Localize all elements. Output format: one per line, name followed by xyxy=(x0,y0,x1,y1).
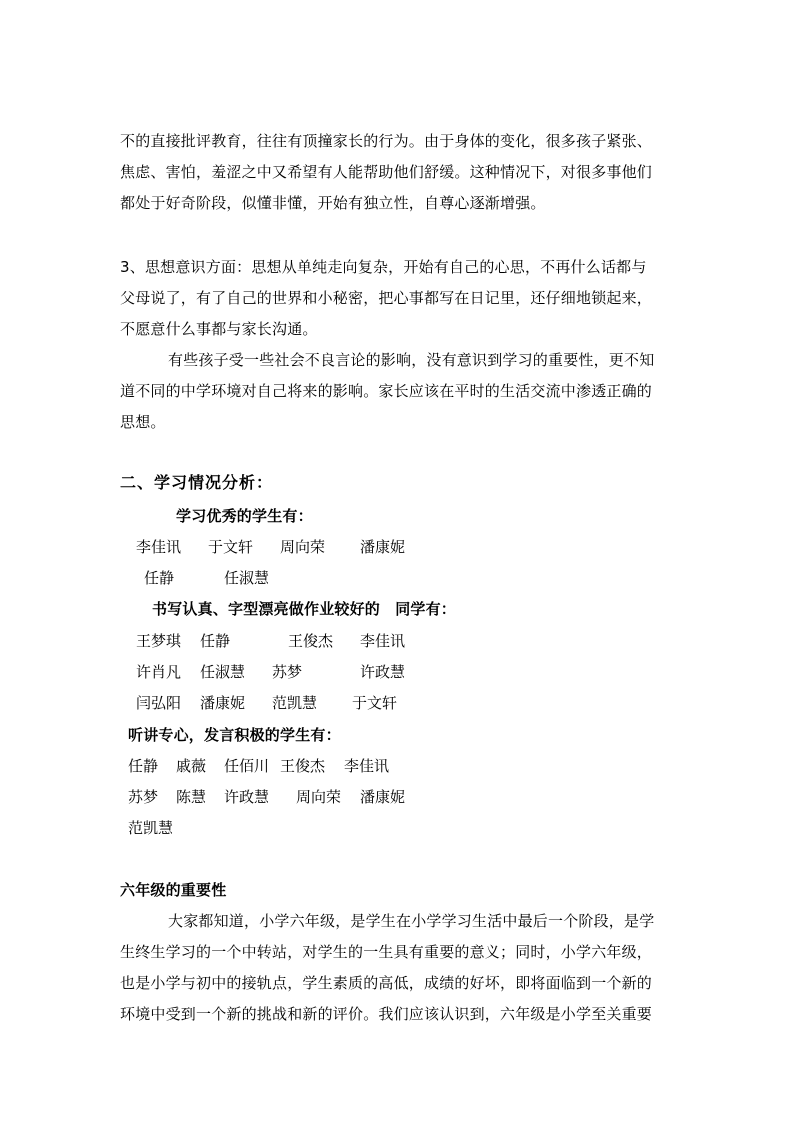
importance-line-1: 大家都知道，小学六年级，是学生在小学学习生活中最后一个阶段，是学 xyxy=(168,912,655,930)
student-name: 李佳讯 xyxy=(136,538,182,556)
student-name: 王梦琪 xyxy=(136,632,182,650)
student-name: 潘康妮 xyxy=(360,538,406,556)
student-name: 许政慧 xyxy=(360,663,406,681)
student-name: 于文轩 xyxy=(208,538,254,556)
student-name: 潘康妮 xyxy=(360,788,406,806)
student-name: 李佳讯 xyxy=(360,632,406,650)
listen-label: 听讲专心，发言积极的学生有： xyxy=(128,726,341,744)
student-name: 潘康妮 xyxy=(200,694,246,712)
student-name: 苏梦 xyxy=(128,788,159,806)
para1-line-1: 不的直接批评教育，往往有顶撞家长的行为。由于身体的变化，很多孩子紧张、 xyxy=(120,132,653,150)
student-name: 于文轩 xyxy=(352,694,398,712)
student-name: 王俊杰 xyxy=(280,757,326,775)
student-name: 任静 xyxy=(144,569,175,587)
student-name: 任淑慧 xyxy=(200,663,246,681)
student-name: 任淑慧 xyxy=(224,569,270,587)
para3-line-2: 道不同的中学环境对自己将来的影响。家长应该在平时的生活交流中渗透正确的 xyxy=(120,382,653,400)
student-name: 许肖凡 xyxy=(136,663,182,681)
student-name: 李佳讯 xyxy=(344,757,390,775)
student-name: 任佰川 xyxy=(224,757,270,775)
student-name: 周向荣 xyxy=(296,788,342,806)
para2-line-1: 3、思想意识方面：思想从单纯走向复杂，开始有自己的心思，不再什么话都与 xyxy=(120,258,647,276)
study-analysis-heading: 二、学习情况分析： xyxy=(120,473,274,492)
student-name: 王俊杰 xyxy=(288,632,334,650)
para1-line-2: 焦虑、害怕，羞涩之中又希望有人能帮助他们舒缓。这种情况下，对很多事他们 xyxy=(120,163,653,181)
writing-label: 书写认真、字型漂亮做作业较好的 同学有： xyxy=(152,600,457,618)
para3-line-1: 有些孩子受一些社会不良言论的影响，没有意识到学习的重要性，更不知 xyxy=(168,351,655,369)
student-name: 任静 xyxy=(128,757,159,775)
student-name: 闫弘阳 xyxy=(136,694,182,712)
importance-line-4: 环境中受到一个新的挑战和新的评价。我们应该认识到，六年级是小学至关重要 xyxy=(120,1005,653,1023)
para3-line-3: 思想。 xyxy=(120,413,166,431)
student-name: 陈慧 xyxy=(176,788,207,806)
student-name: 范凯慧 xyxy=(272,694,318,712)
importance-line-2: 生终生学习的一个中转站，对学生的一生具有重要的意义；同时，小学六年级， xyxy=(120,943,653,961)
importance-line-3: 也是小学与初中的接轨点，学生素质的高低，成绩的好坏，即将面临到一个新的 xyxy=(120,974,653,992)
para2-line-3: 不愿意什么事都与家长沟通。 xyxy=(120,320,318,338)
student-name: 周向荣 xyxy=(280,538,326,556)
importance-heading: 六年级的重要性 xyxy=(120,881,227,899)
para1-line-3: 都处于好奇阶段，似懂非懂，开始有独立性，自尊心逐渐增强。 xyxy=(120,194,546,212)
student-name: 许政慧 xyxy=(224,788,270,806)
student-name: 范凯慧 xyxy=(128,819,174,837)
student-name: 苏梦 xyxy=(272,663,303,681)
para2-line-2: 父母说了，有了自己的世界和小秘密，把心事都写在日记里，还仔细地锁起来， xyxy=(120,289,653,307)
student-name: 戚薇 xyxy=(176,757,207,775)
excellent-label: 学习优秀的学生有： xyxy=(176,507,313,525)
student-name: 任静 xyxy=(200,632,231,650)
